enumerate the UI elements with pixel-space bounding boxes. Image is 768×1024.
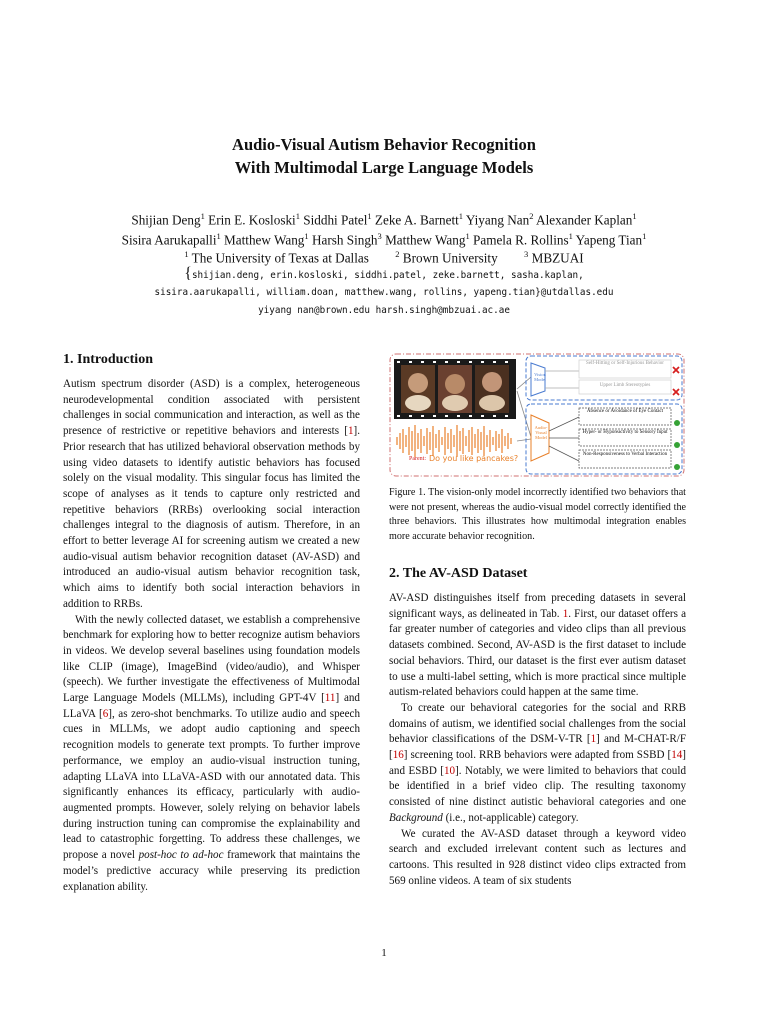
arrow-video-to-vision [517,377,531,389]
av-output-1: Absence or Avoidance of Eye Contact [586,409,664,414]
dataset-paragraph-3: We curated the AV-ASD dataset through a keyword video search and excluded irrelevant content such as lectures and cartoons. This resulted in 928 distinct video clips extracted from 569 online videos. A team of six students [389,827,686,887]
email-line-1: {shijian.deng, erin.kosloski, siddhi.patel, zeke.barnett, sasha.kaplan, [184,265,584,282]
table-link[interactable]: 1 [562,607,569,620]
video-frames [394,359,516,419]
author-name: Sisira Aarukapalli [121,232,217,248]
intro-heading: 1. Introduction [63,352,153,367]
author-affiliation-mark: 1 [458,211,464,221]
author-name: Zeke A. Barnett [374,212,459,228]
av-output-3: Non-Responsiveness to Verbal Interaction [582,452,668,457]
figure-1-caption: Figure 1. The vision-only model incorrectly identified two behaviors that were not present, whereas the audio-visual model correctly identified the three behaviors. This illustrates how multimodal integration enables more accurate behavior recognition. [389,487,686,542]
paper-title-line1: Audio-Visual Autism Behavior Recognition [232,135,536,154]
arrow-video-to-av [517,391,531,437]
author-name: Matthew Wang [224,232,305,248]
email-line-3: yiyang nan@brown.edu harsh.singh@mbzuai.ac.ae [258,305,510,316]
vision-model-label: Vision Model [534,372,546,382]
intro-paragraph-2: With the newly collected dataset, we establish a comprehensive benchmark for exploring how to better recognize autism behaviors in videos. We develop several baselines using foundation models like CLIP (image), ImageBind (video/audio), and Whisper (speech). We further investigate the effectiveness of Multimodal Large Language Models (MLLMs), including GPT-4V [11] and LLaVA [6], as zero-shot benchmarks. To utilize audio and speech cues in MLLMs, we adopt audio captioning and speech recognition models to generate text prompts. To further improve performance, we employ an audio-visual instruction tuning, adapting LLaVA into LLaVA-ASD with our annotated data. This significantly enhances its efficacy, particularly with audio-augmented prompts. However, solely relying on behavior labels during instruction tuning can compromise the explainability and lead to catastrophic forgetting. To address these challenges, we propose a novel post-hoc to ad-hoc framework that maintains the model’s predictive accuracy while preserving its prediction explanation ability. [63,613,361,893]
intro-paragraph-1: Autism spectrum disorder (ASD) is a complex, heterogeneous neurodevelopmental condition associated with persistent challenges in social communication and interaction, as well as the presence of restrictive or repetitive behaviors and interests [1]. Prior research that has utilized behavioral observation methods by using video datasets to identify autistic behaviors has focused solely on the visual modality. This singular focus has limited the scope of analyses as it tends to capture only restricted and repetitive behaviors (RRBs) overlooking social interaction challenges integral to the diagnosis of autism. Therefore, in an effort to better leverage AI for screening autism we created a new audio-visual autism behavior recognition dataset (AV-ASD) and introduced an audio-visual autism behavior recognition task, which aims to identify both social interaction behaviors in addition to RRBs. [63,378,360,610]
author-name: Erin E. Kosloski [208,212,296,228]
author-affiliation-mark: 2 [529,211,534,221]
citation-link[interactable]: 6 [102,707,109,720]
author-name: Yapeng Tian [575,232,643,248]
author-name: Pamela R. Rollins [473,232,569,248]
dataset-heading: 2. The AV-ASD Dataset [389,566,528,581]
author-affiliation-mark: 1 [367,211,372,221]
dataset-body [389,591,686,889]
correct-mark-icon [674,420,680,470]
email-text-1: shijian.deng, erin.kosloski, siddhi.patel, zeke.barnett, sasha.kaplan, [191,270,584,281]
affiliation-name: Brown University [399,250,498,266]
affiliation-name: The University of Texas at Dallas [188,250,369,266]
author-affiliation-mark: 1 [568,231,573,241]
dataset-paragraph-1: AV-ASD distinguishes itself from preceding datasets in several significant ways, as delineated in Tab. 1. First, our dataset offers a far greater number of categories and video clips than all previous datasets combined. Second, AV-ASD is the first dataset to include social behaviors. Third, our dataset is the first ever autism dataset to use a multi-label setting, which is more practical since multiple autism-related behaviors could happen at the same time. [389,592,686,699]
citation-link[interactable]: 1 [590,733,597,746]
author-affiliation-mark: 1 [216,231,221,241]
figure-1 [389,351,686,478]
intro-body [63,377,360,895]
paper-title-line2: With Multimodal Large Language Models [234,158,534,177]
citation-link[interactable]: 16 [392,749,404,762]
affiliation-number: 2 [395,249,400,259]
citation-link[interactable]: 14 [671,749,683,762]
vision-output-1: Self-Hitting or Self-Injurious Behavior [586,361,664,366]
author-affiliation-mark: 1 [295,211,300,221]
author-name: Harsh Singh [311,232,378,248]
parent-label: Parent: [409,456,426,462]
author-affiliation-mark: 1 [465,231,470,241]
author-affiliation-mark: 3 [377,231,382,241]
citation-link[interactable]: 10 [444,764,456,777]
author-affiliation-mark: 1 [304,231,309,241]
email-line-2: sisira.aarukapalli, william.doan, matthew.wang, rollins, yapeng.tian}@utdallas.edu [154,287,614,298]
author-affiliation-mark: 1 [632,211,637,221]
vision-output-2: Upper Limb Stereotypies [599,383,651,388]
affiliation-number: 3 [524,249,529,259]
av-model-label: Audio-Visual Model [534,425,548,440]
author-affiliation-mark: 1 [200,211,205,221]
arrow-audio-to-av [517,439,531,441]
author-name: Siddhi Patel [303,212,368,228]
author-name: Yiyang Nan [465,212,530,228]
author-name: Shijian Deng [131,212,201,228]
audio-waveform [397,425,511,457]
author-name: Alexander Kaplan [536,212,633,228]
citation-link[interactable]: 1 [347,425,354,438]
av-output-2: Hyper- or Hyporeactivity to Sensory Input [582,430,668,435]
author-name: Matthew Wang [385,232,466,248]
affiliation-number: 1 [184,249,189,259]
dataset-paragraph-2: To create our behavioral categories for the social and RRB domains of autism, we identified social challenges from the social behavior classifications of the DSM-V-TR [1] and M-CHAT-R/F [16] screening tool. RRB behaviors were adapted from SSBD [14] and ESBD [10]. Notably, we were limited to behaviors that could be identified in a brief video clip. The resulting taxonomy consisted of nine distinct autistic behavioral categories and one Background (i.e., not-applicable) category. [389,701,686,824]
affiliation-name: MBZUAI [528,250,584,266]
parent-speech: Do you like pancakes? [429,454,519,463]
wrong-mark-icon [673,367,679,395]
citation-link[interactable]: 11 [324,692,336,705]
page-number: 1 [381,947,387,959]
author-affiliation-mark: 1 [642,231,647,241]
